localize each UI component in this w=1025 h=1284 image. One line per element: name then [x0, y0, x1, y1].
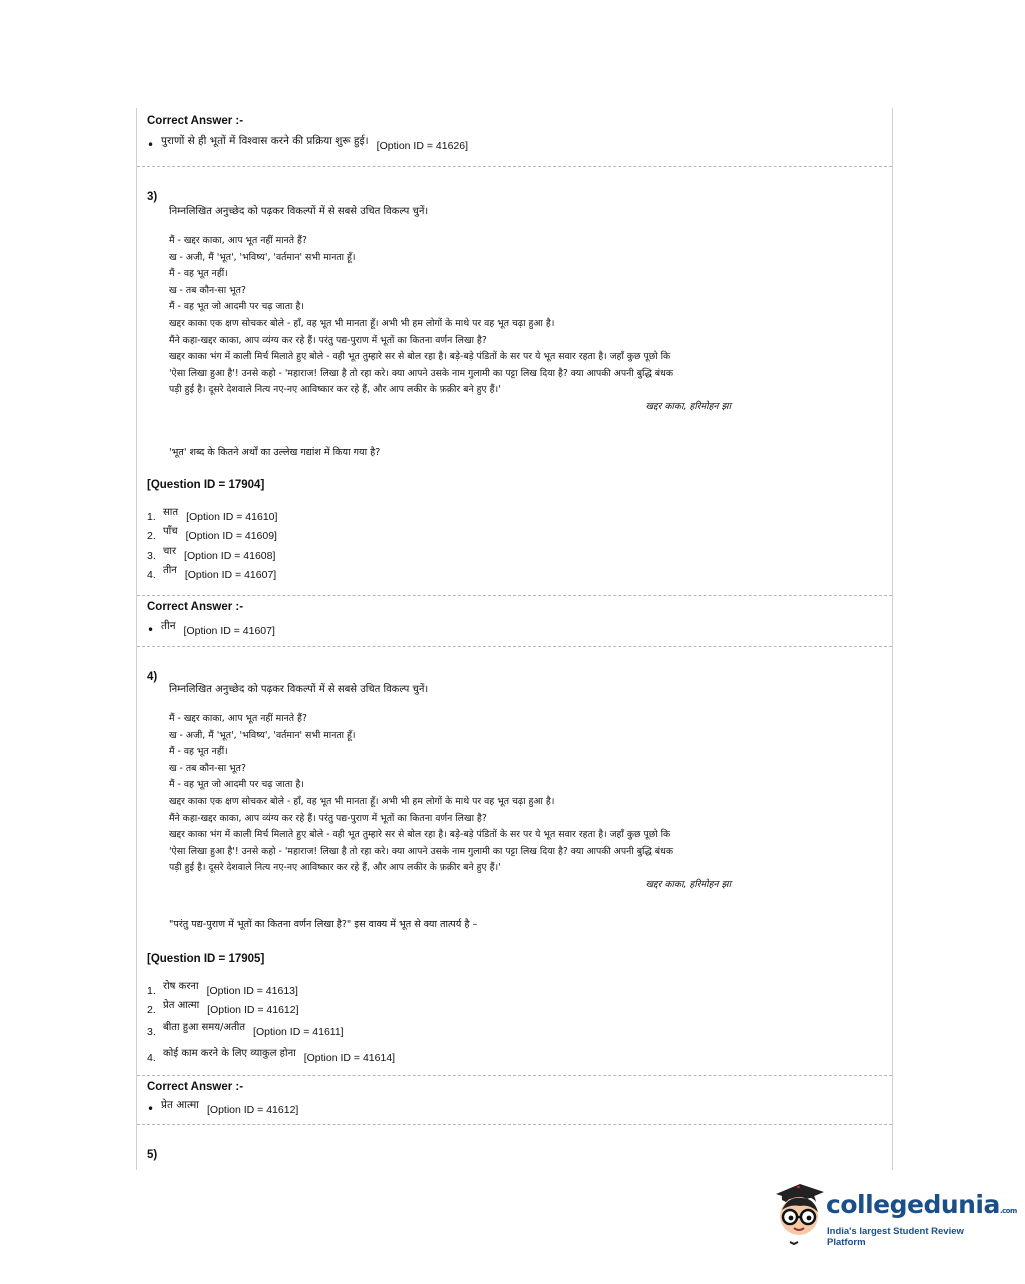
option-text: सात — [163, 506, 179, 518]
option-id: [Option ID = 41611] — [253, 1026, 344, 1038]
option-text: चार — [163, 545, 177, 557]
passage-line: मैं - वह भूत जो आदमी पर चढ़ जाता है। — [169, 779, 304, 791]
passage-line: मैं - वह भूत नहीं। — [169, 746, 228, 758]
passage-line: ख - तब कौन-सा भूत? — [169, 762, 246, 774]
correct-answer-heading: Correct Answer :- — [147, 601, 244, 613]
option-number: 3. — [147, 549, 156, 562]
passage-line: ख - अजी, मैं 'भूत', 'भविष्य', 'वर्तमान' सभी मानता हूँ। — [169, 729, 356, 741]
correct-answer-option-id: [Option ID = 41626] — [376, 140, 469, 152]
option-text: रोष करना — [163, 980, 199, 992]
passage-line: खद्दर काका एक क्षण सोचकर बोले - हाँ, वह भूत भी मानता हूँ। अभी भी हम लोगों के माथे पर वह भूत चढ़ा हुआ है। — [169, 317, 555, 329]
passage-line: मैं - खद्दर काका, आप भूत नहीं मानते हैं? — [169, 235, 307, 246]
question-id: [Question ID = 17905] — [147, 953, 265, 965]
option-id: [Option ID = 41608] — [184, 549, 276, 562]
prev-answer-block — [137, 108, 892, 166]
question-3 — [137, 167, 892, 595]
passage-author: खद्दर काका, हरिमोहन झा — [645, 878, 731, 890]
q4-answer-block — [137, 1076, 892, 1124]
option-text: प्रेत आत्मा — [163, 1000, 200, 1011]
option-id: [Option ID = 41614] — [303, 1052, 396, 1064]
option-item — [147, 562, 277, 582]
question-number: 4) — [147, 671, 158, 683]
question-number: 5) — [147, 1149, 158, 1161]
passage — [169, 233, 739, 416]
options-list — [147, 977, 395, 1064]
question-paper — [136, 108, 893, 1170]
option-id: [Option ID = 41610] — [186, 510, 278, 523]
question-number: 3) — [147, 191, 158, 203]
option-text: कोई काम करने के लिए व्याकुल होना — [163, 1048, 296, 1059]
q3-answer-block — [137, 596, 892, 646]
question-4 — [137, 647, 892, 1075]
passage-line: पड़ी हुई है। दूसरे देशवाले नित्य नए-नए आविष्कार कर रहे हैं, और आप लकीर के फ़क़ीर बने हुए हैं।' — [169, 384, 501, 396]
correct-answer-option-id: [Option ID = 41607] — [183, 625, 275, 637]
bullet-icon: • — [147, 138, 155, 152]
option-number: 2. — [147, 1004, 156, 1016]
correct-answer-text: पुराणों से ही भूतों में विश्वास करने की प्रक्रिया शुरू हुई। — [161, 135, 369, 147]
collegedunia-logo — [768, 1178, 1017, 1248]
option-item — [147, 997, 395, 1017]
passage-line: खद्दर काका एक क्षण सोचकर बोले - हाँ, वह भूत भी मानता हूँ। अभी भी हम लोगों के माथे पर वह भूत चढ़ा हुआ है। — [169, 795, 555, 807]
option-item — [147, 523, 277, 543]
correct-answer-row — [147, 135, 469, 152]
passage-author: खद्दर काका, हरिमोहन झा — [645, 400, 731, 412]
correct-answer-option-id: [Option ID = 41612] — [206, 1104, 299, 1116]
question-instruction: निम्नलिखित अनुच्छेद को पढ़कर विकल्पों में से सबसे उचित विकल्प चुनें। — [169, 206, 429, 217]
correct-answer-heading: Correct Answer :- — [147, 115, 244, 127]
question-5 — [137, 1125, 892, 1165]
option-number: 1. — [147, 984, 156, 997]
passage-line: ख - तब कौन-सा भूत? — [169, 284, 246, 296]
correct-answer-heading: Correct Answer :- — [147, 1081, 244, 1093]
option-number: 2. — [147, 530, 156, 542]
passage-line: मैं - वह भूत नहीं। — [169, 268, 228, 280]
option-item — [147, 503, 277, 523]
passage-line: मैं - वह भूत जो आदमी पर चढ़ जाता है। — [169, 301, 304, 313]
option-text: बीता हुआ समय/अतीत — [163, 1022, 246, 1033]
question-text: "परंतु पद्य-पुराण में भूतों का कितना वर्णन लिखा है?" इस वाक्य में भूत से क्या तात्पर्य है – — [169, 919, 478, 930]
passage-line: खद्दर काका भंग में काली मिर्च मिलाते हुए बोले - वही भूत तुम्हारे सर से बोल रहा है। बड़े-बड़े पंडितों के सर पर ये भूत सवार रहता है। जहाँ कुछ पूछो कि — [169, 351, 671, 363]
option-item — [147, 1038, 395, 1064]
passage-line: खद्दर काका भंग में काली मिर्च मिलाते हुए बोले - वही भूत तुम्हारे सर से बोल रहा है। बड़े-बड़े पंडितों के सर पर ये भूत सवार रहता है। जहाँ कुछ पूछो कि — [169, 829, 671, 841]
logo-wordmark — [826, 1190, 1017, 1219]
option-item — [147, 542, 277, 562]
passage-line: मैंने कहा-खद्दर काका, आप व्यंग्य कर रहे हैं। परंतु पद्य-पुराण में भूतों का कितना वर्णन लिखा है? — [169, 812, 487, 824]
logo-tagline: India's largest Student Review Platform — [827, 1226, 964, 1248]
passage-line: 'ऐसा लिखा हुआ है'! उनसे कहो - 'महाराज! लिखा है तो रहा करे। क्या आपने उसके नाम गुलामी का पट्टा लिख दिया है? क्या आपकी अपनी बुद्धि बंधक — [169, 367, 673, 379]
option-text: तीन — [163, 565, 177, 576]
passage-line: मैं - खद्दर काका, आप भूत नहीं मानते हैं? — [169, 713, 307, 724]
option-text: पाँच — [163, 526, 178, 537]
option-id: [Option ID = 41612] — [207, 1004, 299, 1016]
student-mascot-icon — [768, 1178, 830, 1248]
options-list — [147, 503, 277, 581]
option-item — [147, 1016, 395, 1038]
passage-line: ख - अजी, मैं 'भूत', 'भविष्य', 'वर्तमान' सभी मानता हूँ। — [169, 251, 356, 263]
option-number: 3. — [147, 1026, 156, 1038]
correct-answer-text: प्रेत आत्मा — [161, 1099, 199, 1111]
option-id: [Option ID = 41613] — [206, 984, 298, 997]
bullet-icon: • — [147, 623, 155, 637]
logo-name: collegedunia — [826, 1190, 1000, 1219]
question-instruction: निम्नलिखित अनुच्छेद को पढ़कर विकल्पों में से सबसे उचित विकल्प चुनें। — [169, 684, 429, 695]
option-id: [Option ID = 41607] — [184, 569, 277, 581]
question-text: 'भूत' शब्द के कितने अर्थों का उल्लेख गद्यांश में किया गया है? — [169, 447, 381, 458]
option-number: 4. — [147, 569, 156, 581]
correct-answer-text: तीन — [161, 620, 176, 632]
option-number: 1. — [147, 510, 156, 523]
question-id: [Question ID = 17904] — [147, 479, 265, 491]
correct-answer-row — [147, 1099, 299, 1116]
option-item — [147, 977, 395, 997]
passage-line: 'ऐसा लिखा हुआ है'! उनसे कहो - 'महाराज! लिखा है तो रहा करे। क्या आपने उसके नाम गुलामी का पट्टा लिख दिया है? क्या आपकी अपनी बुद्धि बंधक — [169, 845, 673, 857]
passage — [169, 711, 739, 894]
correct-answer-row — [147, 620, 275, 637]
option-number: 4. — [147, 1052, 156, 1064]
bullet-icon: • — [147, 1102, 155, 1116]
passage-line: मैंने कहा-खद्दर काका, आप व्यंग्य कर रहे हैं। परंतु पद्य-पुराण में भूतों का कितना वर्णन लिखा है? — [169, 334, 487, 346]
logo-suffix: .com — [999, 1207, 1017, 1215]
passage-line: पड़ी हुई है। दूसरे देशवाले नित्य नए-नए आविष्कार कर रहे हैं, और आप लकीर के फ़क़ीर बने हुए हैं।' — [169, 862, 501, 874]
option-id: [Option ID = 41609] — [185, 530, 277, 542]
